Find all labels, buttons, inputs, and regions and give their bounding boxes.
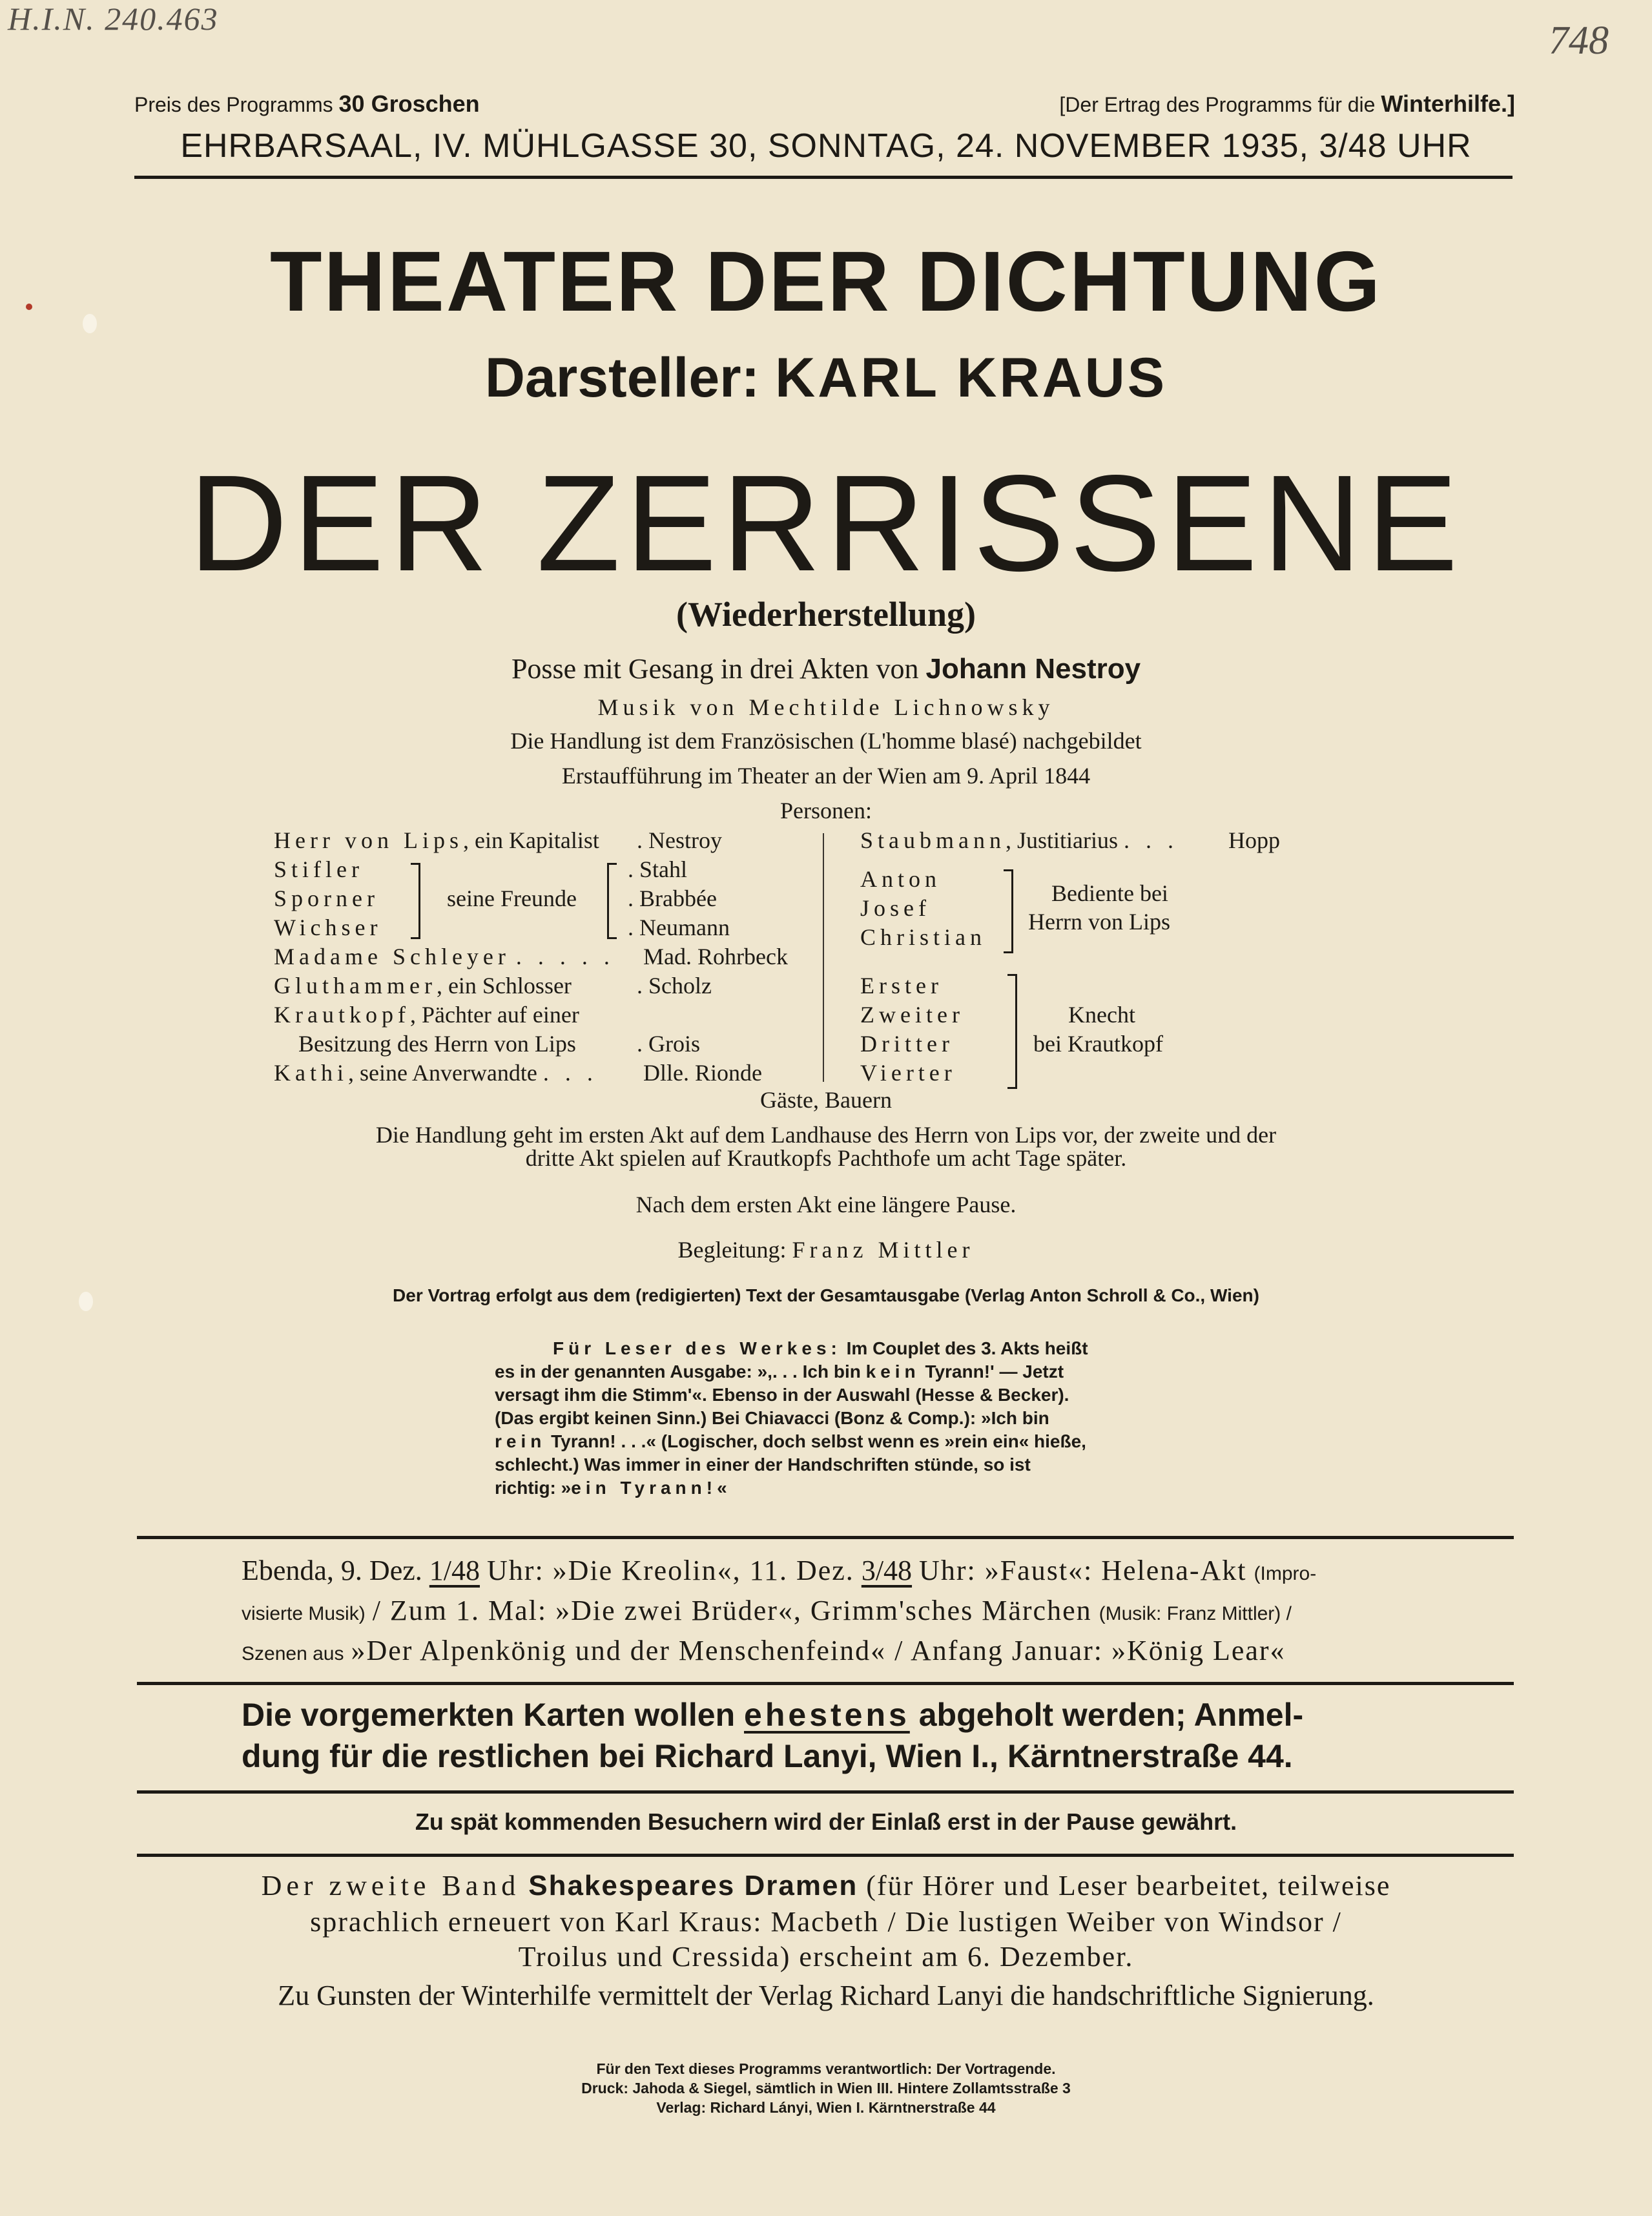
upcoming-text: / Zum 1. Mal: »Die zwei Brüder«, Grimm'sches Märchen — [372, 1595, 1092, 1626]
reader-note-line: (Das ergibt keinen Sinn.) Bei Chiavacci (Bonz & Comp.): »Ich bin — [495, 1408, 1049, 1428]
tickets-notice — [242, 1696, 1303, 1734]
actor-name: . Grois — [637, 1031, 700, 1057]
role-name: Stifler — [274, 856, 364, 882]
upcoming-line — [242, 1634, 1286, 1667]
upcoming-small: Szenen aus — [242, 1643, 344, 1664]
tickets-notice-line2: dung für die restlichen bei Richard Lanyi, Wien I., Kärntnerstraße 44. — [242, 1738, 1293, 1774]
role-desc: , Pächter auf einer — [409, 1002, 579, 1028]
reader-note-line — [553, 1338, 1088, 1359]
cast-row-staubmann — [860, 827, 1179, 854]
cast-row-lips — [274, 827, 599, 854]
reader-note-emphasis: kein — [865, 1362, 920, 1382]
actor-name: Dlle. Rionde — [643, 1060, 762, 1086]
upcoming-text: Ebenda, 9. Dez. — [242, 1555, 422, 1586]
role-name: Christian — [860, 924, 986, 950]
upcoming-text: Uhr: »Die Kreolin«, 11. Dez. — [487, 1555, 854, 1586]
price-label: Preis des Programms — [134, 93, 333, 116]
folio-number: 748 — [1549, 19, 1609, 63]
premiere-note: Erstaufführung im Theater an der Wien am 9. April 1844 — [561, 763, 1091, 789]
group-label-farmhands: bei Krautkopf — [1033, 1031, 1163, 1057]
role-name: Staubmann — [860, 827, 1006, 853]
time-emphasis: 3/48 — [861, 1555, 913, 1586]
theater-title: THEATER DER DICHTUNG — [269, 234, 1383, 329]
tickets-emphasis: ehestens — [744, 1697, 910, 1733]
actor-name: . Brabbée — [628, 885, 717, 911]
divider — [137, 1682, 1514, 1685]
role-name: Krautkopf — [274, 1002, 410, 1028]
text-source-note: Der Vortrag erfolgt aus dem (redigierten) Text der Gesamtausgabe (Verlag Anton Schroll & Co., Wien) — [393, 1285, 1259, 1305]
price-line — [134, 90, 480, 118]
role-desc: , Justitiarius — [1005, 827, 1118, 853]
performer-name: KARL KRAUS — [775, 347, 1168, 409]
reader-note-text: richtig: » — [495, 1478, 572, 1498]
imprint-line: Druck: Jahoda & Siegel, sämtlich in Wien III. Hintere Zollamtsstraße 3 — [581, 2080, 1071, 2097]
proceeds-line — [1059, 90, 1515, 118]
cast-row-krautkopf — [274, 1001, 579, 1028]
role-name: Dritter — [860, 1031, 954, 1057]
actor-nestroy: . Nestroy — [637, 827, 722, 853]
upcoming-line — [242, 1554, 1316, 1587]
group-label-friends: seine Freunde — [447, 885, 577, 911]
role-name: Anton — [860, 866, 941, 892]
divider — [137, 1790, 1514, 1794]
reader-note-text: Tyrann! . . .« (Logischer, doch selbst wenn es »rein ein« hieße, — [551, 1431, 1086, 1451]
pause-note: Nach dem ersten Akt eine längere Pause. — [635, 1192, 1017, 1217]
role-desc: , ein Kapitalist — [462, 827, 599, 853]
venue-line: EHRBARSAAL, IV. MÜHLGASSE 30, SONNTAG, 24. NOVEMBER 1935, 3/48 UHR — [180, 127, 1472, 165]
group-label-servants: Bediente bei — [1051, 880, 1168, 906]
author-name: Johann Nestroy — [925, 653, 1141, 685]
actor-name: . Neumann — [628, 915, 730, 940]
latecomers-notice: Zu spät kommenden Besuchern wird der Einlaß erst in der Pause gewährt. — [415, 1808, 1237, 1835]
reader-note-text: Tyrann!' — Jetzt — [925, 1362, 1064, 1382]
cast-row-gluthammer — [274, 972, 572, 999]
shakespeare-text: Der zweite Band — [261, 1870, 521, 1901]
reader-note-text: « — [717, 1478, 727, 1498]
cast-extras: Gäste, Bauern — [760, 1087, 892, 1113]
role-name: Wichser — [274, 915, 382, 940]
role-name: Zweiter — [860, 1002, 964, 1028]
reader-note-line: schlecht.) Was immer in einer der Handschriften stünde, so ist — [495, 1455, 1031, 1475]
role-name: Gluthammer — [274, 973, 437, 999]
setting-note: dritte Akt spielen auf Krautkopfs Pachthofe um acht Tage später. — [525, 1145, 1127, 1171]
actor-name: . Scholz — [637, 973, 712, 999]
source-note: Die Handlung ist dem Französischen (L'homme blasé) nachgebildet — [510, 728, 1142, 754]
divider — [137, 1854, 1514, 1857]
restoration-note: (Wiederherstellung) — [676, 595, 976, 634]
cast-heading: Personen: — [780, 798, 872, 823]
role-name: Sporner — [274, 885, 379, 911]
role-desc: , seine Anverwandte — [347, 1060, 537, 1086]
upcoming-text: Uhr: »Faust«: Helena-Akt — [919, 1555, 1247, 1586]
shakespeare-title: Shakespeares Dramen — [528, 1870, 858, 1901]
group-brace — [1004, 869, 1013, 953]
upcoming-text: »Der Alpenkönig und der Menschenfeind« / Anfang Januar: »König Lear« — [351, 1635, 1286, 1666]
performer-label: Darsteller: — [484, 347, 760, 409]
reader-note-text: es in der genannten Ausgabe: »,. . . Ich bin — [495, 1362, 861, 1382]
reader-note-emphasis: rein — [495, 1431, 546, 1451]
cast-row-schleyer — [274, 943, 615, 970]
accompaniment-line — [0, 1236, 1652, 1263]
actor-name: Hopp — [1228, 827, 1280, 853]
shakespeare-text: (für Hörer und Leser bearbeitet, teilweise — [866, 1870, 1391, 1901]
imprint-line: Für den Text dieses Programms verantwortlich: Der Vortragende. — [596, 2060, 1056, 2077]
reader-note-lead: Für Leser des Werkes: — [553, 1338, 841, 1358]
group-label-farmhands: Knecht — [1068, 1002, 1135, 1028]
cast-row-kathi — [274, 1059, 598, 1086]
role-name: Kathi — [274, 1060, 348, 1086]
imprint-line: Verlag: Richard Lányi, Wien I. Kärntnerstraße 44 — [656, 2099, 996, 2116]
leader-dots: . . . . . — [515, 944, 615, 969]
group-brace — [607, 863, 617, 939]
role-desc: Besitzung des Herrn von Lips — [298, 1031, 576, 1057]
upcoming-small: (Impro- — [1254, 1563, 1317, 1584]
role-name: Erster — [860, 973, 943, 999]
leader-dots: . . . — [1124, 827, 1179, 853]
reader-note-emphasis: ein Tyrann! — [571, 1478, 718, 1498]
genre-label: Posse mit Gesang in drei Akten von — [511, 653, 919, 685]
reader-note-text: Im Couplet des 3. Akts heißt — [846, 1338, 1088, 1358]
reader-note-line — [495, 1478, 727, 1498]
genre-line — [0, 652, 1652, 685]
upcoming-line — [242, 1594, 1292, 1627]
group-label-servants: Herrn von Lips — [1028, 909, 1170, 935]
signature-note: Zu Gunsten der Winterhilfe vermittelt der Verlag Richard Lanyi die handschriftliche Signierung. — [278, 1980, 1374, 2011]
shakespeare-line — [0, 1869, 1652, 1902]
price-value: 30 Groschen — [338, 90, 480, 117]
upcoming-small: visierte Musik) — [242, 1603, 366, 1624]
group-brace — [411, 863, 420, 939]
divider — [137, 1536, 1514, 1539]
reader-note-line: versagt ihm die Stimm'«. Ebenso in der Auswahl (Hesse & Becker). — [495, 1385, 1069, 1405]
archive-signature: H.I.N. 240.463 — [8, 1, 219, 37]
divider — [134, 176, 1513, 179]
music-credit: Musik von Mechtilde Lichnowsky — [597, 694, 1055, 720]
reader-note-line — [495, 1362, 1064, 1382]
proceeds-label: [Der Ertrag des Programms für die — [1059, 93, 1376, 116]
accompaniment-name: Franz Mittler — [792, 1237, 975, 1263]
role-name: Josef — [860, 895, 931, 921]
leader-dots: . . . — [542, 1060, 598, 1086]
reader-note-line — [495, 1431, 1086, 1452]
cast-column-divider — [823, 833, 824, 1082]
tickets-text: abgeholt werden; Anmel- — [918, 1697, 1304, 1733]
actor-name: Mad. Rohrbeck — [643, 944, 788, 969]
actor-name: . Stahl — [628, 856, 688, 882]
play-title: DER ZERRISSENE — [189, 446, 1463, 599]
proceeds-beneficiary: Winterhilfe.] — [1381, 90, 1515, 117]
role-name: Vierter — [860, 1060, 956, 1086]
tickets-text: Die vorgemerkten Karten wollen — [242, 1697, 736, 1733]
role-desc: , ein Schlosser — [436, 973, 572, 999]
upcoming-small: (Musik: Franz Mittler) / — [1099, 1603, 1292, 1624]
shakespeare-line: sprachlich erneuert von Karl Kraus: Macbeth / Die lustigen Weiber von Windsor / — [310, 1906, 1342, 1938]
shakespeare-line: Troilus und Cressida) erscheint am 6. Dezember. — [518, 1941, 1134, 1973]
group-brace — [1007, 974, 1017, 1089]
role-name: Madame Schleyer — [274, 944, 510, 969]
setting-note: Die Handlung geht im ersten Akt auf dem Landhause des Herrn von Lips vor, der zweite und der — [375, 1122, 1277, 1148]
accompaniment-label: Begleitung: — [677, 1237, 787, 1263]
time-emphasis: 1/48 — [429, 1555, 480, 1586]
role-name: Herr von Lips — [274, 827, 463, 853]
performer-line — [0, 346, 1652, 410]
